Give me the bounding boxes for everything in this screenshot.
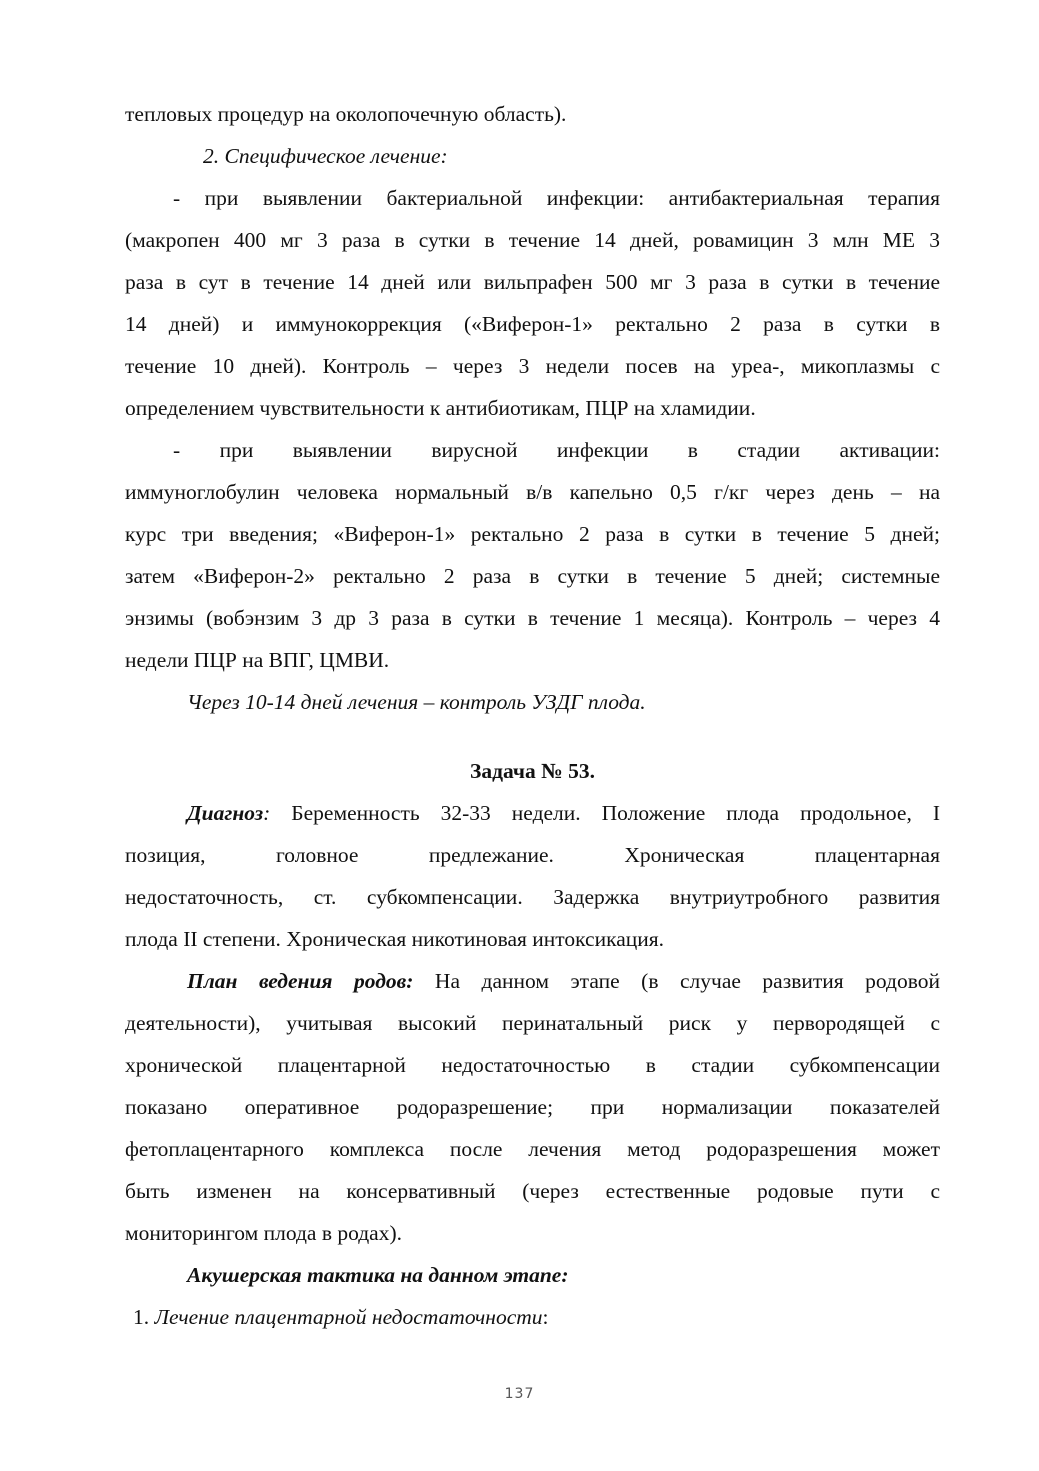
text-line: (макропен 400 мг 3 раза в сутки в течение 14 дней, ровамицин 3 млн МЕ 3 [125,228,940,252]
italic-note: Через 10-14 дней лечения – контроль УЗДГ плода. [187,690,646,714]
text-line: - при выявлении вирусной инфекции в стадии активации: [173,438,940,462]
text-line: затем «Виферон-2» ректально 2 раза в сутки в течение 5 дней; системные [125,564,940,588]
page-number: 137 [504,1386,535,1402]
text-line: мониторингом плода в родах). [125,1221,402,1245]
text-line: - при выявлении бактериальной инфекции: антибактериальная терапия [173,186,940,210]
text-line: позиция, головное предлежание. Хроническая плацентарная [125,843,940,867]
text-line: 14 дней) и иммунокоррекция («Виферон-1» ректально 2 раза в сутки в [125,312,940,336]
text-line: фетоплацентарного комплекса после лечения метод родоразрешения может [125,1137,940,1161]
list-text: Лечение плацентарной недостаточности [154,1305,543,1329]
diagnosis-label: Диагноз [187,801,264,825]
text-line: недостаточность, ст. субкомпенсации. Задержка внутриутробного развития [125,885,940,909]
text-line: раза в сут в течение 14 дней или вильпрафен 500 мг 3 раза в сутки в течение [125,270,940,294]
diagnosis-line [125,792,940,834]
text-line: показано оперативное родоразрешение; при нормализации показателей [125,1095,940,1119]
text-line: быть изменен на консервативный (через естественные родовые пути с [125,1179,940,1203]
text-line: энзимы (вобэнзим 3 др 3 раза в сутки в течение 1 месяца). Контроль – через 4 [125,606,940,630]
text-line: недели ПЦР на ВПГ, ЦМВИ. [125,648,390,672]
text-line: курс три введения; «Виферон-1» ректально 2 раза в сутки в течение 5 дней; [125,522,940,546]
text-line: хронической плацентарной недостаточностью в стадии субкомпенсации [125,1053,940,1077]
text-line: тепловых процедур на околопочечную область). [125,102,567,126]
section-heading: 2. Специфическое лечение: [203,144,448,168]
text-line: иммуноглобулин человека нормальный в/в капельно 0,5 г/кг через день – на [125,480,940,504]
text-line: плода II степени. Хроническая никотиновая интоксикация. [125,927,665,951]
plan-label: План ведения родов: [187,969,414,993]
plan-line [125,960,940,1002]
list-colon: : [542,1305,549,1329]
task-block [125,750,940,1338]
task-title: Задача № 53. [470,759,595,783]
diagnosis-text: Беременность 32-33 недели. Положение плода продольное, I [270,801,940,825]
diagnosis-colon: : [263,801,271,825]
tactics-heading: Акушерская тактика на данном этапе: [187,1263,569,1287]
list-number: 1. [133,1305,155,1329]
text-line: определением чувствительности к антибиотикам, ПЦР на хламидии. [125,396,756,420]
body-text [125,93,940,723]
list-item [125,1296,940,1338]
plan-text: На данном этапе (в случае развития родовой [413,969,941,993]
text-line: течение 10 дней). Контроль – через 3 недели посев на уреа-, микоплазмы с [125,354,940,378]
text-line: деятельности), учитывая высокий перинатальный риск у первородящей с [125,1011,940,1035]
